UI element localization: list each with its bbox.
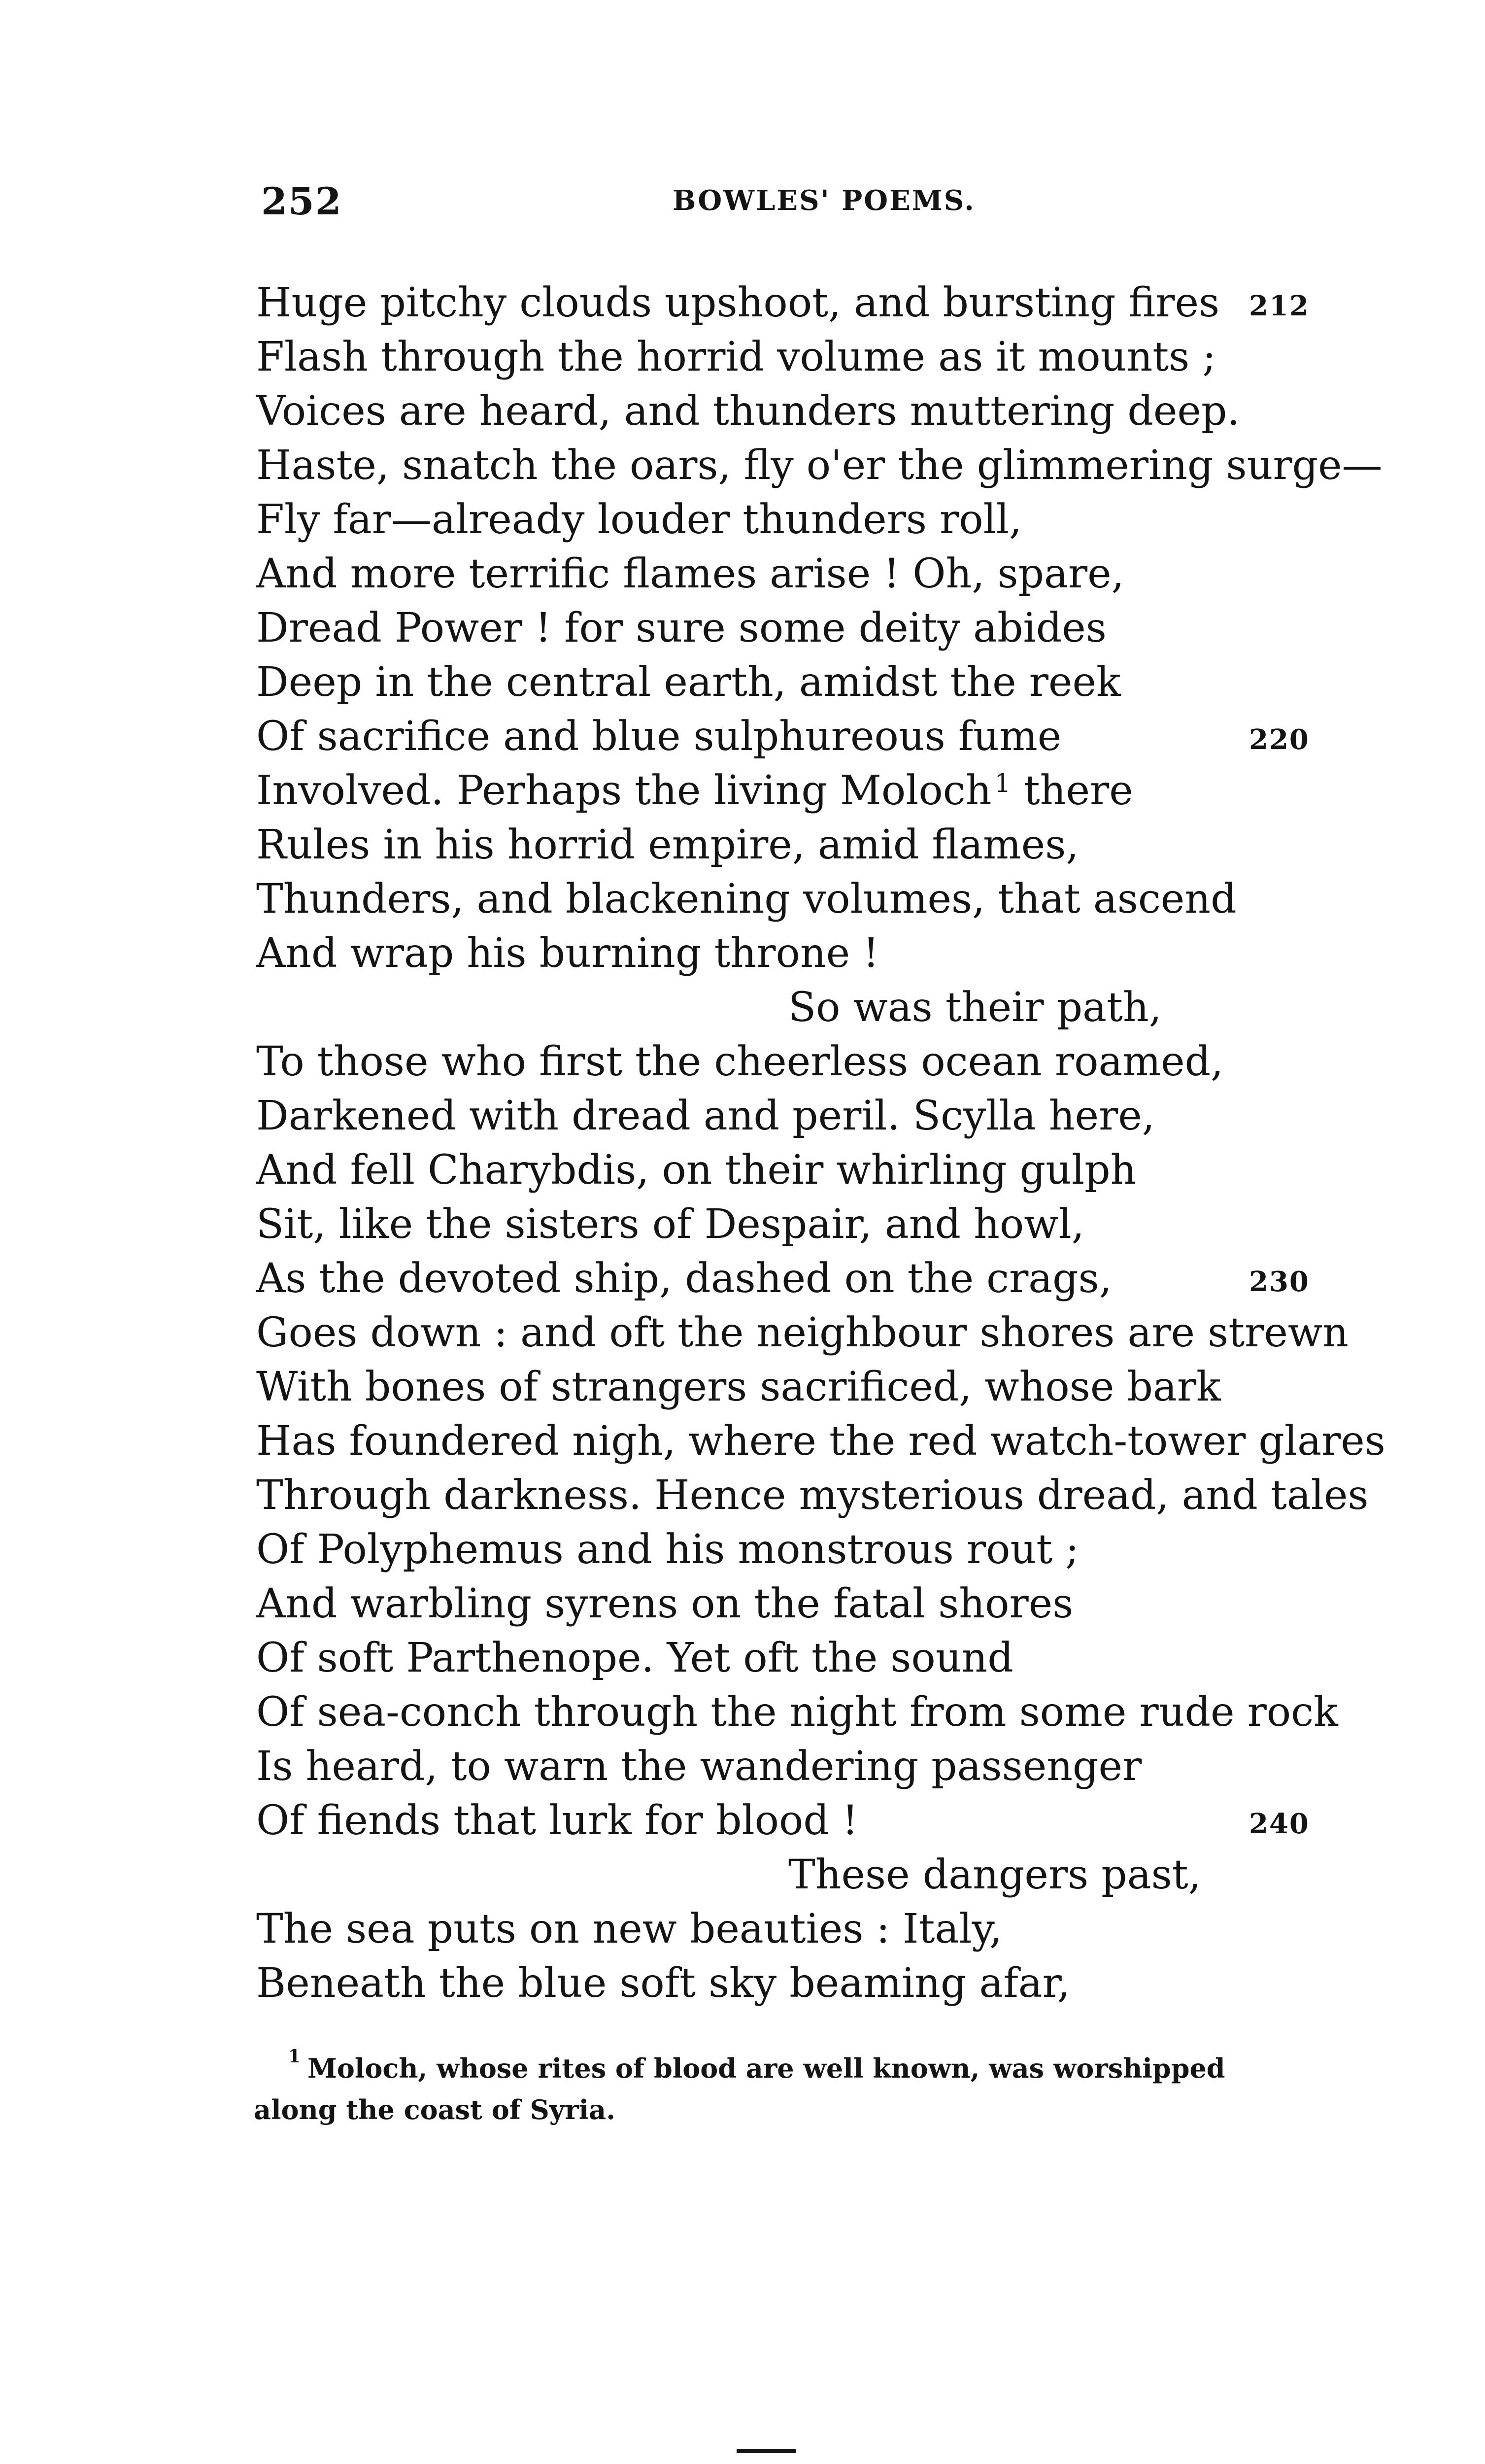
running-title: BOWLES' POEMS.	[673, 184, 976, 217]
line-number: 220	[1249, 723, 1310, 756]
poem-line-main: Darkened with dread and peril. Scylla here,	[256, 1093, 1155, 1139]
poem-line-text	[256, 981, 1162, 1035]
poem-line	[256, 1198, 1340, 1252]
poem-line-main: With bones of strangers sacrificed, whose bark	[256, 1364, 1221, 1410]
page-number: 252	[261, 179, 342, 223]
poem-line-main: Of soft Parthenope. Yet oft the sound	[256, 1635, 1013, 1681]
poem-line-text	[256, 330, 1216, 384]
line-number: 230	[1249, 1266, 1310, 1298]
poem-line-text	[256, 926, 879, 981]
poem-line-main: Sit, like the sisters of Despair, and howl,	[256, 1201, 1084, 1248]
poem-line-text	[256, 1414, 1385, 1469]
poem-line-main: Dread Power ! for sure some deity abides	[256, 605, 1107, 651]
poem-line	[256, 1306, 1349, 1360]
poem-line-text	[256, 1469, 1369, 1523]
poem-line-text	[256, 493, 1022, 547]
poem-line	[256, 1035, 1340, 1089]
poem-line	[256, 1252, 1340, 1306]
poem-line	[256, 1577, 1340, 1631]
poem-line	[256, 1848, 1340, 1902]
poem-line	[256, 1143, 1340, 1198]
poem-line	[256, 926, 1340, 981]
poem-line	[256, 1469, 1369, 1523]
poem-line-text	[256, 384, 1240, 439]
footnote	[254, 2048, 1303, 2130]
poem-line-main: And wrap his burning throne !	[256, 930, 879, 977]
poem-line	[256, 764, 1340, 818]
poem-line-main: So was their path,	[788, 984, 1162, 1031]
page-bottom-rule	[737, 2449, 796, 2453]
poem-line-main: Goes down : and oft the neighbour shores are strewn	[256, 1309, 1349, 1356]
poem-line-text	[256, 818, 1079, 872]
poem-line-main: Haste, snatch the oars, fly o'er the glimmering surge—	[256, 442, 1383, 489]
poem-line	[256, 1089, 1340, 1143]
poem-line	[256, 276, 1340, 330]
poem-line-main: Thunders, and blackening volumes, that ascend	[256, 876, 1237, 923]
poem-line-text	[256, 439, 1383, 493]
poem-line-main: Beneath the blue soft sky beaming afar,	[256, 1960, 1070, 2007]
poem-line-main: Of sacrifice and blue sulphureous fume	[256, 713, 1062, 760]
poem-line-main: Of Polyphemus and his monstrous rout ;	[256, 1526, 1079, 1573]
poem-line	[256, 1794, 1340, 1848]
poem-line	[256, 547, 1340, 601]
poem-line-text	[256, 1740, 1142, 1794]
poem-line	[256, 493, 1340, 547]
poem-line-text	[256, 1902, 1002, 1956]
poem-line-text	[256, 1360, 1221, 1414]
poem-line	[256, 330, 1340, 384]
poem-line	[256, 1902, 1340, 1956]
line-number: 240	[1249, 1808, 1310, 1840]
poem-line-text	[256, 276, 1219, 330]
poem-line-text	[256, 1685, 1338, 1740]
poem-line-main: Involved. Perhaps the living Moloch	[256, 767, 992, 814]
poem-line	[256, 1740, 1340, 1794]
poem-line-text	[256, 1956, 1070, 2011]
poem-line-main: As the devoted ship, dashed on the crags,	[256, 1255, 1112, 1302]
poem-line-main: And more terrific flames arise ! Oh, spare,	[256, 550, 1124, 597]
poem-line-main: The sea puts on new beauties : Italy,	[256, 1906, 1003, 1952]
poem-line-main: Is heard, to warn the wandering passenger	[256, 1743, 1142, 1790]
footnote-text: Moloch, whose rites of blood are well known, was worshipped along the coast of Syria.	[254, 2053, 1225, 2125]
poem-line	[256, 1360, 1340, 1414]
poem-line-main: Rules in his horrid empire, amid flames,	[256, 821, 1079, 868]
poem-text	[256, 276, 1385, 2011]
poem-line-text	[256, 1089, 1155, 1143]
poem-line-main: Through darkness. Hence mysterious dread, and tales	[256, 1472, 1369, 1519]
poem-line-text	[256, 1198, 1084, 1252]
line-number: 212	[1249, 290, 1310, 322]
poem-line-text	[256, 1848, 1201, 1902]
poem-line	[256, 710, 1340, 764]
poem-line-text	[256, 1252, 1112, 1306]
poem-line-text	[256, 1523, 1079, 1577]
poem-line-continuation: there	[1011, 767, 1133, 814]
poem-line	[256, 818, 1340, 872]
poem-line	[256, 1631, 1340, 1685]
running-head	[261, 179, 1316, 229]
poem-line	[256, 1956, 1340, 2011]
poem-line-main: Of sea-conch through the night from some rude rock	[256, 1689, 1338, 1736]
poem-line	[256, 384, 1340, 439]
poem-line	[256, 439, 1383, 493]
poem-line-main: Voices are heard, and thunders muttering deep.	[256, 388, 1240, 435]
poem-line-main: To those who first the cheerless ocean roamed,	[256, 1038, 1224, 1085]
poem-line	[256, 655, 1340, 710]
poem-line	[256, 601, 1340, 655]
poem-line-text	[256, 1035, 1223, 1089]
poem-line	[256, 981, 1340, 1035]
poem-line-text	[256, 1794, 858, 1848]
poem-line-text	[256, 872, 1237, 926]
poem-line-main: Flash through the horrid volume as it mounts ;	[256, 334, 1216, 380]
footnote-marker: 1	[288, 2046, 301, 2067]
footnote-reference: 1	[994, 769, 1011, 798]
poem-line-main: Of fiends that lurk for blood !	[256, 1797, 858, 1844]
poem-line-text	[256, 710, 1061, 764]
poem-line-main: And fell Charybdis, on their whirling gulph	[256, 1147, 1137, 1194]
poem-line-text	[256, 547, 1124, 601]
poem-line	[256, 1685, 1340, 1740]
poem-line	[256, 1523, 1340, 1577]
poem-line	[256, 872, 1340, 926]
poem-line-main: Fly far—already louder thunders roll,	[256, 496, 1022, 543]
poem-line-main: Deep in the central earth, amidst the reek	[256, 659, 1121, 706]
poem-line-main: Huge pitchy clouds upshoot, and bursting fires	[256, 279, 1220, 326]
poem-line-main: Has foundered nigh, where the red watch-tower glares	[256, 1418, 1385, 1465]
poem-line-text	[256, 1306, 1349, 1360]
poem-line-main: These dangers past,	[788, 1851, 1201, 1898]
poem-line	[256, 1414, 1385, 1469]
poem-line-text	[256, 1577, 1073, 1631]
poem-line-text	[256, 601, 1107, 655]
poem-line-text	[256, 1143, 1136, 1198]
poem-line-text	[256, 764, 1133, 818]
poem-line-text	[256, 655, 1121, 710]
poem-line-main: And warbling syrens on the fatal shores	[256, 1580, 1074, 1627]
poem-line-text	[256, 1631, 1013, 1685]
